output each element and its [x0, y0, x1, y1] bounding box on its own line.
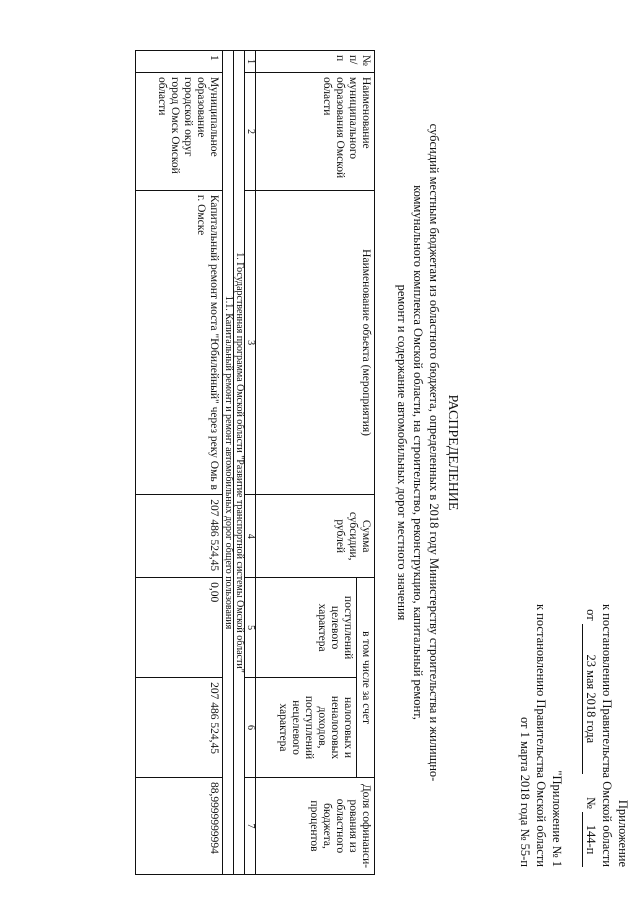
appendix-label: Приложение: [616, 799, 630, 867]
header-including: в том числе за счет: [357, 578, 375, 778]
col-num-2: 2: [245, 72, 256, 190]
col-num-5: 5: [245, 578, 256, 678]
row-municipality: Муниципальное образование городской округ город Омск Омской области: [136, 72, 223, 190]
table-row: [136, 51, 223, 875]
title-line-3: ремонт и содержание автомобильных дорог местного значения: [395, 284, 409, 621]
row-object: Капитальный ремонт моста "Юбилейный" через реку Омь в г. Омске: [136, 190, 223, 494]
row-share: 88,9999999994: [136, 777, 223, 874]
from-label: от: [584, 609, 598, 621]
subsection-row: [223, 51, 234, 875]
header-share: Доля софинанси-рования из областного бюджета, процентов: [256, 777, 375, 874]
row-num: 1: [136, 51, 223, 73]
header-target-receipts: поступлений целевого характера: [256, 578, 357, 678]
col-num-6: 6: [245, 678, 256, 778]
col-num-3: 3: [245, 190, 256, 494]
row-target: 0,00: [136, 578, 223, 678]
table-header-row: [357, 51, 375, 875]
document-title: РАСПРЕДЕЛЕНИЕ: [445, 394, 460, 511]
col-num-4: 4: [245, 495, 256, 578]
resolution-ref-date: от 1 марта 2018 года № 55-п: [518, 716, 532, 867]
section-row: [234, 51, 245, 875]
header-sum: Сумма субсидии, рублей: [256, 495, 375, 578]
row-sum: 207 486 524,45: [136, 495, 223, 578]
header-num: № п/п: [256, 51, 375, 73]
title-line-1: субсидий местным бюджетам из областного бюджета, определенных в 2018 году Министерству строительства и жилищно-: [427, 123, 441, 782]
section-title: 1. Государственная программа Омской области "Развитие транспортной системы Омской области": [234, 51, 245, 875]
title-line-2: коммунального комплекса Омской области, на строительство, реконструкцию, капитальный ремонт,: [411, 185, 425, 720]
resolution-date-line: [582, 609, 598, 867]
header-tax-revenues: налоговых и неналоговых доходов, поступлений нецелевого характера: [256, 678, 357, 778]
resolution-ref: к постановлению Правительства Омской области: [600, 603, 614, 867]
header-object: Наименование объекта (мероприятия): [256, 190, 375, 494]
header-municipality: Наименование муниципального образования Омской области: [256, 72, 375, 190]
resolution-date: 23 мая 2018 года: [582, 624, 598, 774]
subsection-title: 1.1. Капитальный ремонт и ремонт автомобильных дорог общего пользования: [223, 51, 234, 875]
number-label: №: [584, 796, 598, 809]
distribution-table: [135, 50, 375, 875]
resolution-number: 144-п: [582, 812, 598, 867]
row-taxes: 207 486 524,45: [136, 678, 223, 778]
col-num-1: 1: [245, 51, 256, 73]
resolution-ref-2: к постановлению Правительства Омской области: [534, 603, 548, 867]
column-number-row: [245, 51, 256, 875]
col-num-7: 7: [245, 777, 256, 874]
appendix1-label: "Приложение № 1: [550, 770, 564, 867]
